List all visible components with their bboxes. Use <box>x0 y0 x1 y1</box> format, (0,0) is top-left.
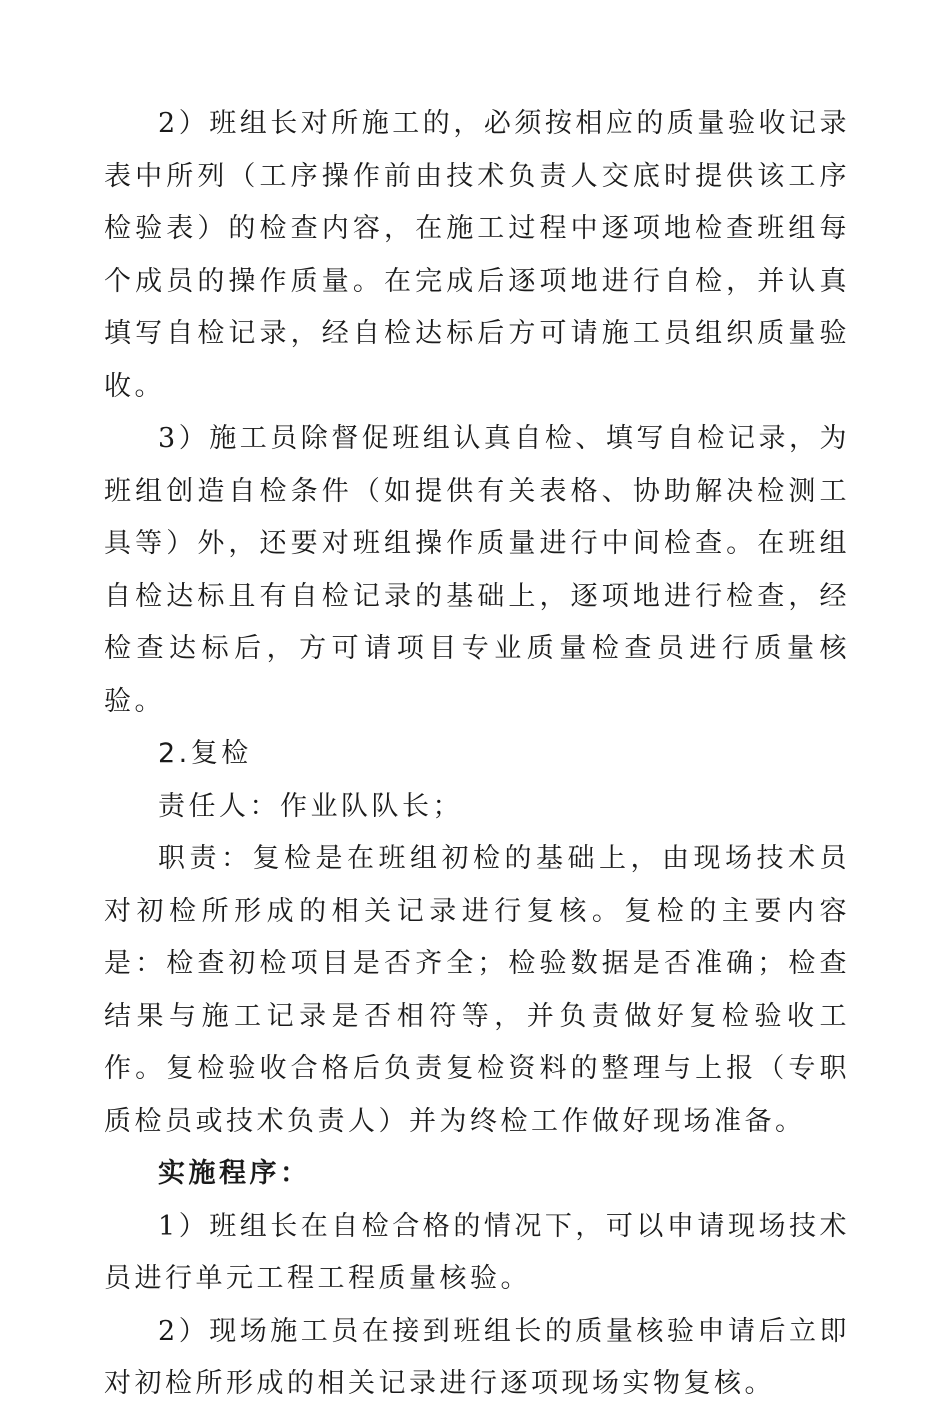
document-body <box>104 98 850 1411</box>
paragraph-responsible-person: 责任人：作业队队长； <box>158 790 463 822</box>
paragraph-team-leader-inspection: 2）班组长对所施工的，必须按相应的质量验收记录表中所列（工序操作前由技术负责人交底时提供该工序检验表）的检查内容，在施工过程中逐项地检查班组每个成员的操作质量。在完成后逐项地进行自检，并认真填写自检记录，经自检达标后方可请施工员组织质量验收。 <box>104 108 850 402</box>
section-heading-recheck: 2.复检 <box>158 738 252 769</box>
paragraph-responsibilities: 职责：复检是在班组初检的基础上，由现场技术员对初检所形成的相关记录进行复核。复检的主要内容是：检查初检项目是否齐全；检验数据是否准确；检查结果与施工记录是否相符等，并负责做好复检验收工作。复检验收合格后负责复检资料的整理与上报（专职质检员或技术负责人）并为终检工作做好现场准备。 <box>104 843 850 1137</box>
paragraph-constructor-inspection: 3）施工员除督促班组认真自检、填写自检记录，为班组创造自检条件（如提供有关表格、协助解决检测工具等）外，还要对班组操作质量进行中间检查。在班组自检达标且有自检记录的基础上，逐项地进行检查，经检查达标后，方可请项目专业质量检查员进行质量核验。 <box>104 423 850 717</box>
paragraph-procedure-step-1: 1）班组长在自检合格的情况下，可以申请现场技术员进行单元工程工程质量核验。 <box>104 1210 850 1294</box>
subheading-implementation-procedure: 实施程序： <box>158 1158 311 1189</box>
paragraph-procedure-step-2: 2）现场施工员在接到班组长的质量核验申请后立即对初检所形成的相关记录进行逐项现场实物复核。 <box>104 1315 850 1399</box>
